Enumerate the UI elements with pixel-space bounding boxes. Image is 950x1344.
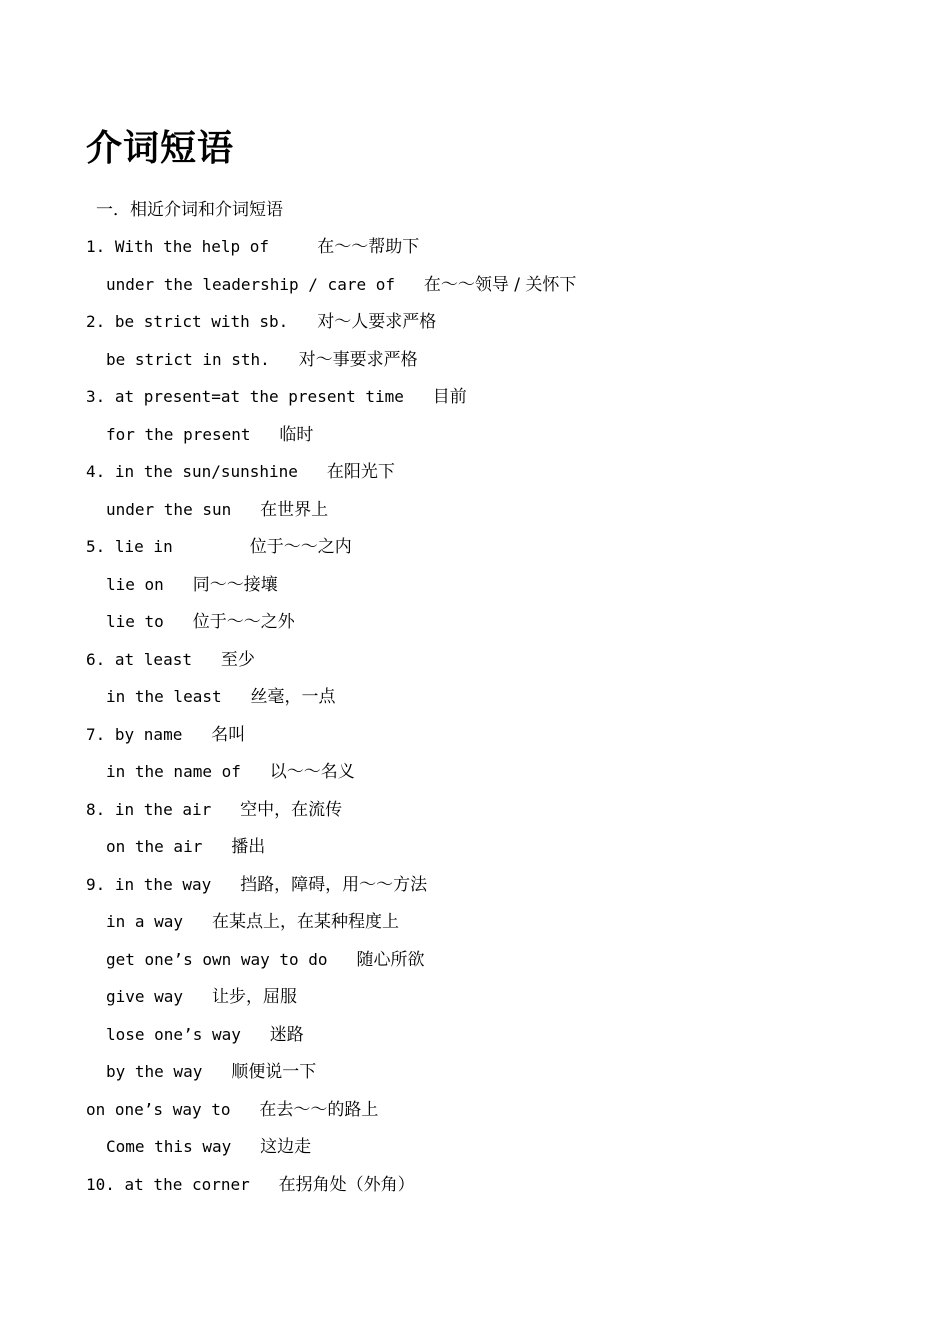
phrase-gap [404, 383, 433, 411]
phrase-english: be strict in sth. [106, 350, 270, 369]
phrase-chinese: 播出 [231, 837, 266, 857]
phrase-gap [231, 1133, 260, 1161]
phrase-line [106, 571, 278, 599]
phrase-gap [164, 571, 193, 599]
phrase-line [106, 1058, 316, 1086]
phrase-gap [183, 983, 212, 1011]
phrase-chinese: 至少 [220, 650, 255, 670]
phrase-gap [192, 646, 221, 674]
phrase-line [86, 383, 467, 411]
phrase-english: lose one’s way [106, 1025, 241, 1044]
phrase-gap [395, 271, 424, 299]
phrase-line [106, 983, 297, 1011]
phrase-gap [182, 721, 211, 749]
phrase-chinese: 对～人要求严格 [317, 312, 437, 332]
phrase-gap [250, 1171, 279, 1199]
phrase-line [86, 308, 436, 336]
phrase-gap [251, 421, 280, 449]
phrase-gap [211, 796, 240, 824]
phrase-chinese: 在阳光下 [326, 462, 395, 482]
phrase-chinese: 位于～～之内 [249, 537, 352, 557]
phrase-gap [183, 908, 212, 936]
phrase-line [86, 233, 419, 261]
phrase-line [106, 946, 424, 974]
phrase-chinese: 在世界上 [260, 500, 329, 520]
phrase-chinese: 在～～领导 / 关怀下 [423, 275, 577, 295]
phrase-english: 10. at the corner [86, 1175, 250, 1194]
phrase-chinese: 位于～～之外 [192, 612, 295, 632]
phrase-english: for the present [106, 425, 251, 444]
phrase-chinese: 临时 [279, 425, 314, 445]
phrase-line [106, 683, 336, 711]
phrase-line [106, 346, 418, 374]
phrase-english: 4. in the sun/sunshine [86, 462, 298, 481]
section-heading: 一．相近介词和介词短语 [96, 200, 283, 220]
phrase-chinese: 这边走 [260, 1137, 312, 1157]
phrase-english: 7. by name [86, 725, 183, 744]
phrase-gap [241, 758, 270, 786]
phrase-english: by the way [106, 1062, 203, 1081]
phrase-gap [202, 833, 231, 861]
phrase-chinese: 挡路，障碍，用～～方法 [240, 875, 428, 895]
phrase-english: Come this way [106, 1137, 232, 1156]
phrase-line [106, 496, 328, 524]
phrase-english: on the air [106, 837, 203, 856]
phrase-gap [173, 533, 250, 561]
phrase-english: on one’s way to [86, 1100, 231, 1119]
phrase-english: lie on [106, 575, 164, 594]
phrase-english: in the least [106, 687, 222, 706]
phrase-line [86, 646, 255, 674]
phrase-chinese: 在拐角处（外角） [278, 1175, 415, 1195]
phrase-line [106, 1021, 304, 1049]
phrase-english: lie to [106, 612, 164, 631]
phrase-chinese: 迷路 [269, 1025, 304, 1045]
phrase-chinese: 目前 [432, 387, 467, 407]
phrase-line [86, 871, 427, 899]
phrase-english: 8. in the air [86, 800, 212, 819]
phrase-chinese: 让步，屈服 [211, 987, 297, 1007]
phrase-english: 5. lie in [86, 537, 173, 556]
phrase-chinese: 随心所欲 [356, 950, 425, 970]
phrase-line [86, 1096, 378, 1124]
phrase-english: 1. With the help of [86, 237, 270, 256]
phrase-gap [164, 608, 193, 636]
phrase-line [106, 271, 576, 299]
phrase-chinese: 在去～～的路上 [259, 1100, 379, 1120]
phrase-gap [222, 683, 251, 711]
phrase-chinese: 名叫 [211, 725, 246, 745]
phrase-english: under the leadership / care of [106, 275, 395, 294]
phrase-chinese: 顺便说一下 [231, 1062, 317, 1082]
phrase-line [106, 758, 355, 786]
phrase-gap [231, 1096, 260, 1124]
phrase-gap [328, 946, 357, 974]
phrase-gap [202, 1058, 231, 1086]
phrase-english: 9. in the way [86, 875, 212, 894]
phrase-gap [298, 458, 327, 486]
phrase-line [86, 796, 342, 824]
phrase-english: 3. at present=at the present time [86, 387, 404, 406]
page-title: 介词短语 [86, 128, 235, 169]
phrase-gap [288, 308, 317, 336]
phrase-gap [241, 1021, 270, 1049]
phrase-line [86, 1171, 415, 1199]
phrase-line [106, 833, 265, 861]
phrase-english: get one’s own way to do [106, 950, 328, 969]
phrase-line [86, 533, 352, 561]
phrase-chinese: 空中，在流传 [240, 800, 343, 820]
phrase-line [106, 608, 295, 636]
phrase-line [106, 1133, 311, 1161]
phrase-chinese: 在～～帮助下 [317, 237, 420, 257]
phrase-english: 2. be strict with sb. [86, 312, 289, 331]
phrase-line [106, 421, 313, 449]
phrase-chinese: 丝毫，一点 [250, 687, 336, 707]
phrase-gap [270, 346, 299, 374]
phrase-gap [211, 871, 240, 899]
phrase-english: in a way [106, 912, 184, 931]
phrase-english: 6. at least [86, 650, 192, 669]
phrase-english: in the name of [106, 762, 241, 781]
phrase-chinese: 同～～接壤 [192, 575, 278, 595]
phrase-line [86, 721, 245, 749]
phrase-gap [231, 496, 260, 524]
phrase-chinese: 在某点上，在某种程度上 [211, 912, 399, 932]
phrase-chinese: 对～事要求严格 [298, 350, 418, 370]
phrase-english: give way [106, 987, 184, 1006]
phrase-chinese: 以～～名义 [269, 762, 355, 782]
phrase-gap [269, 233, 317, 261]
phrase-line [106, 908, 399, 936]
phrase-line [86, 458, 395, 486]
phrase-english: under the sun [106, 500, 232, 519]
